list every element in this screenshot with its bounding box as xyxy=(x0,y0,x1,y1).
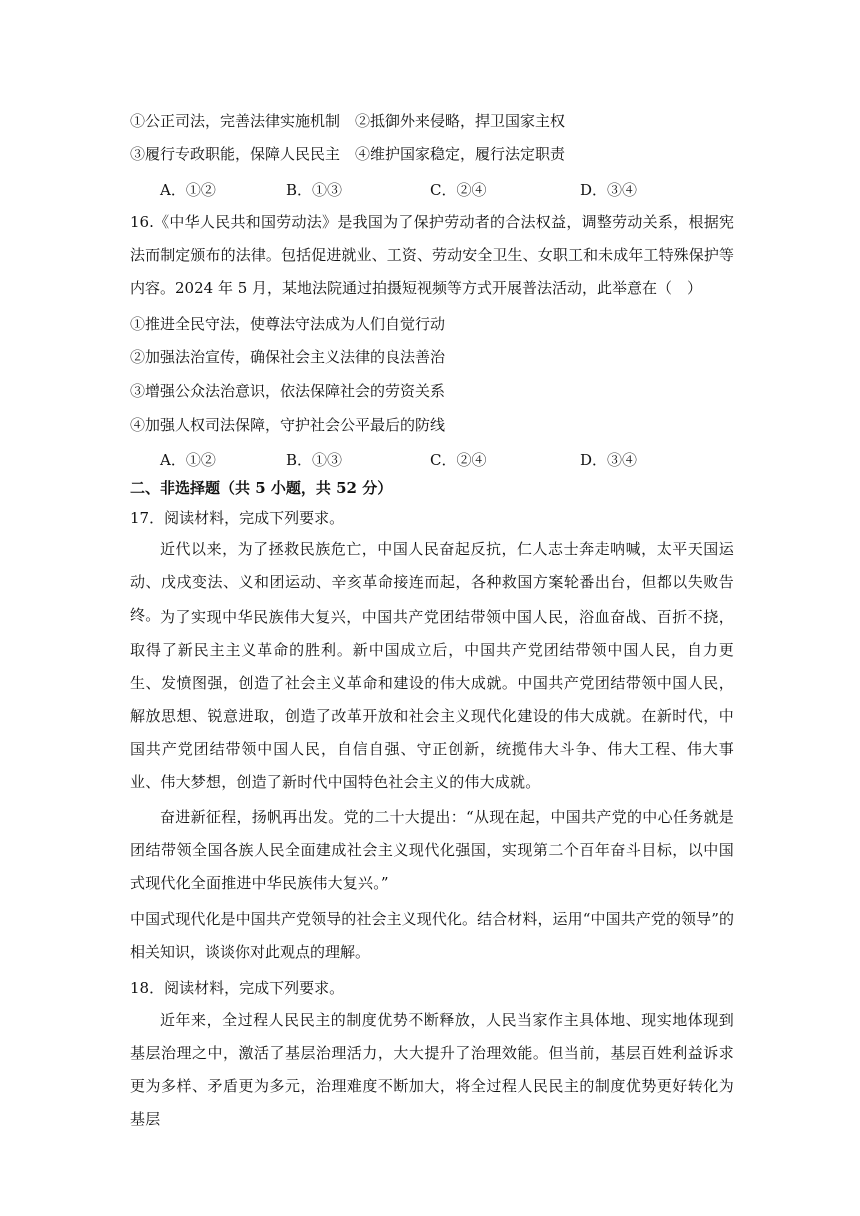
q17-paragraph-1: 近代以来，为了拯救民族危亡，中国人民奋起反抗，仁人志士奔走呐喊，太平天国运动、戊戌变法、义和团运动、辛亥革命接连而起，各种救国方案轮番出台，但都以失败告终。 xyxy=(130,540,734,624)
q18-title: 18．阅读材料，完成下列要求。 xyxy=(130,979,345,997)
q15-items-line-1: ①公正司法，完善法律实施机制 ②抵御外来侵略，捍卫国家主权 xyxy=(130,112,566,130)
q15-option-c[interactable]: C．②④ xyxy=(430,181,487,199)
q16-option-d[interactable]: D．③④ xyxy=(580,451,638,469)
q16-option-c[interactable]: C．②④ xyxy=(430,451,487,469)
q16-stem: 16.《中华人民共和国劳动法》是我国为了保护劳动者的合法权益，调整劳动关系，根据宪法而制定颁布的法律。包括促进就业、工资、劳动安全卫生、女职工和未成年工特殊保护等内容。2024 年 5 月，某地法院通过拍摄短视频等方式开展普法活动，此举意在（ ） xyxy=(130,213,734,297)
q17-title: 17．阅读材料，完成下列要求。 xyxy=(130,509,345,527)
q16-option-a[interactable]: A．①② xyxy=(160,451,216,469)
q15-option-a[interactable]: A．①② xyxy=(160,181,216,199)
q16-item-4: ④加强人权司法保障，守护社会公平最后的防线 xyxy=(130,416,446,434)
q15-option-d[interactable]: D．③④ xyxy=(580,181,638,199)
q16-option-b[interactable]: B．①③ xyxy=(286,451,343,469)
q17-paragraph-3: 奋进新征程，扬帆再出发。党的二十大提出：“从现在起，中国共产党的中心任务就是团结带领全国各族人民全面建成社会主义现代化强国，实现第二个百年奋斗目标，以中国式现代化全面推进中华民族伟大复兴。” xyxy=(130,808,734,892)
q16-item-1: ①推进全民守法，使尊法守法成为人们自觉行动 xyxy=(130,315,446,333)
q18-paragraph-1: 近年来，全过程人民民主的制度优势不断释放，人民当家作主具体地、现实地体现到基层治理之中，激活了基层治理活力，大大提升了治理效能。但当前，基层百姓利益诉求更为多样、矛盾更为多元，治理难度不断加大，将全过程人民民主的制度优势更好转化为基层 xyxy=(130,1011,734,1128)
q15-option-b[interactable]: B．①③ xyxy=(286,181,343,199)
section-heading: 二、非选择题（共 5 小题，共 52 分） xyxy=(130,479,393,497)
q16-item-2: ②加强法治宣传，确保社会主义法律的良法善治 xyxy=(130,348,446,366)
q17-question: 中国式现代化是中国共产党领导的社会主义现代化。结合材料，运用“中国共产党的领导”的相关知识，谈谈你对此观点的理解。 xyxy=(130,910,734,961)
q16-item-3: ③增强公众法治意识，依法保障社会的劳资关系 xyxy=(130,382,446,400)
q17-paragraph-2: 为了实现中华民族伟大复兴，中国共产党团结带领中国人民，浴血奋战、百折不挠，取得了新民主主义革命的胜利。新中国成立后，中国共产党团结带领中国人民，自力更生、发愤图强，创造了社会主义革命和建设的伟大成就。中国共产党团结带领中国人民，解放思想、锐意进取，创造了改革开放和社会主义现代化建设的伟大成就。在新时代，中国共产党团结带领中国人民，自信自强、守正创新，统揽伟大斗争、伟大工程、伟大事业、伟大梦想，创造了新时代中国特色社会主义的伟大成就。 xyxy=(130,608,734,791)
q15-items-line-2: ③履行专政职能，保障人民民主 ④维护国家稳定，履行法定职责 xyxy=(130,145,566,163)
